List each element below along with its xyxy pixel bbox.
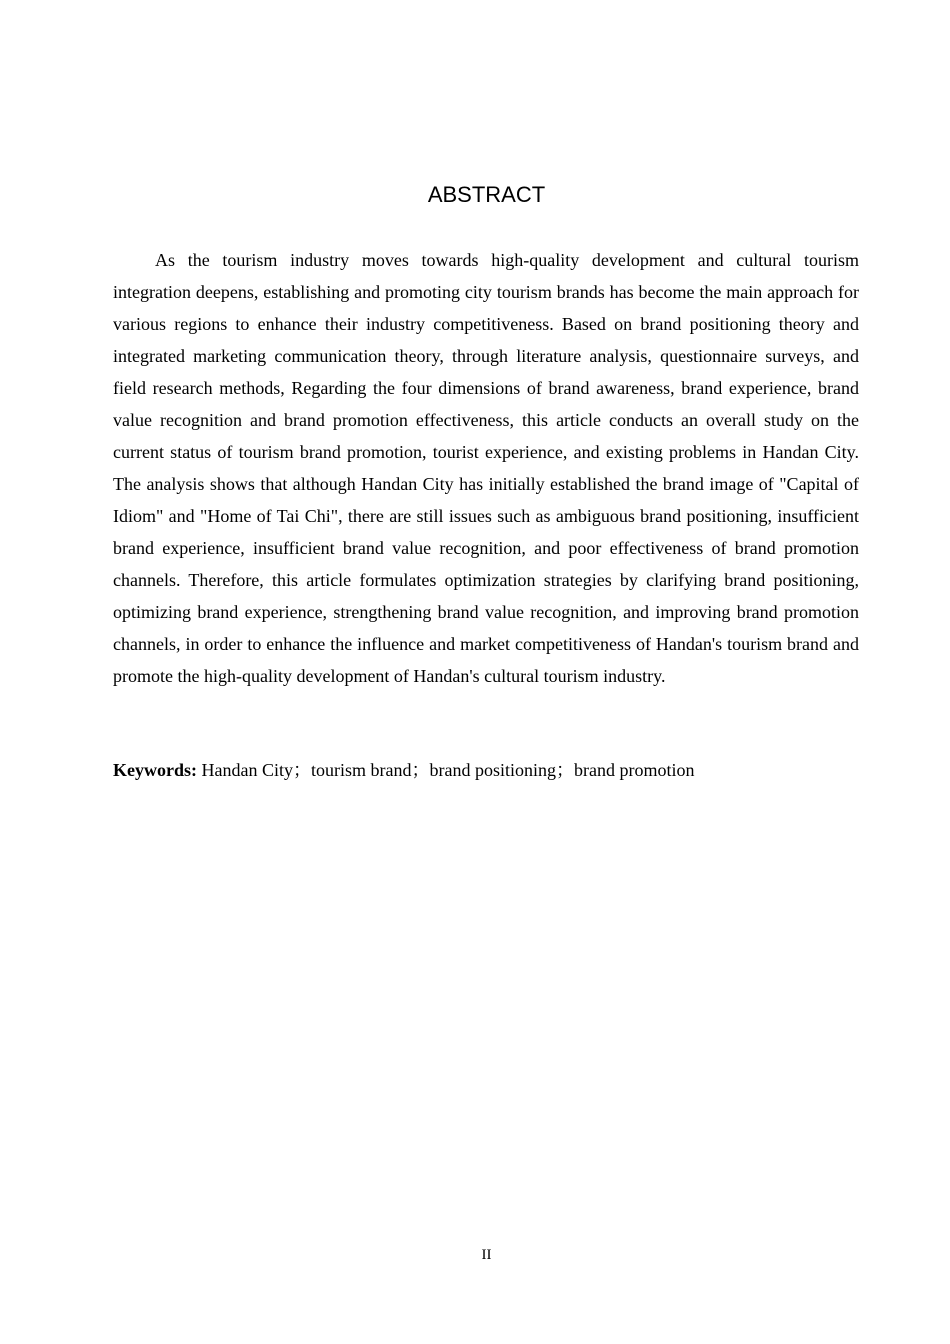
keywords-line	[113, 754, 859, 786]
page-number: II	[481, 1247, 492, 1263]
abstract-title: ABSTRACT	[427, 182, 546, 207]
keywords-text: Handan City；tourism brand；brand positioning；brand promotion	[197, 760, 695, 780]
abstract-body: As the tourism industry moves towards high-quality development and cultural tourism integration deepens, establishing and promoting city tourism brands has become the main approach for various regions to enhance their industry competitiveness. Based on brand positioning theory and integrated marketing communication theory, through literature analysis, questionnaire surveys, and field research methods, Regarding the four dimensions of brand awareness, brand experience, brand value recognition and brand promotion effectiveness, this article conducts an overall study on the current status of tourism brand promotion, tourist experience, and existing problems in Handan City. The analysis shows that although Handan City has initially established the brand image of "Capital of Idiom" and "Home of Tai Chi", there are still issues such as ambiguous brand positioning, insufficient brand experience, insufficient brand value recognition, and poor effectiveness of brand promotion channels. Therefore, this article formulates optimization strategies by clarifying brand positioning, optimizing brand experience, strengthening brand value recognition, and improving brand promotion channels, in order to enhance the influence and market competitiveness of Handan's tourism brand and promote the high-quality development of Handan's cultural tourism industry.	[113, 250, 859, 686]
keywords-label: Keywords:	[113, 760, 197, 780]
